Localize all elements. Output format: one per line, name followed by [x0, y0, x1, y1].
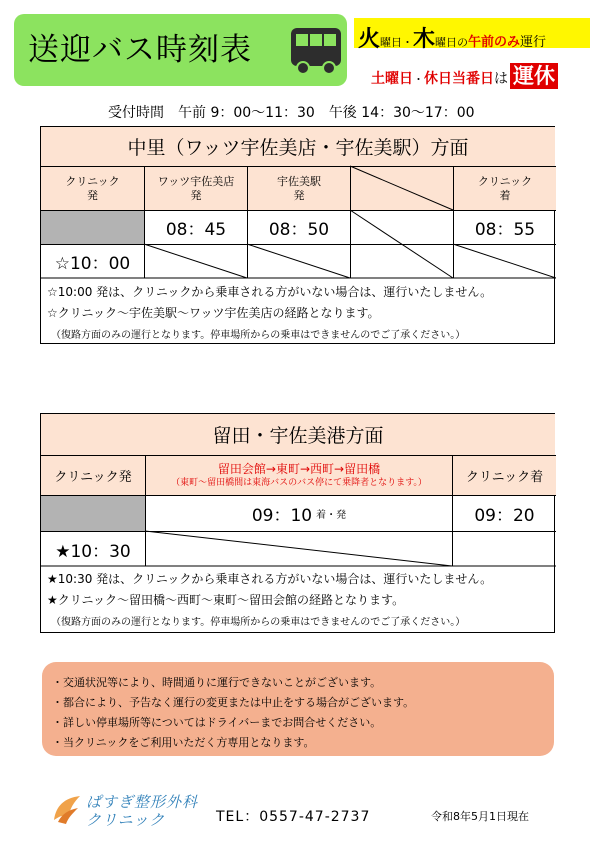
- info-line: ・都合により、予告なく運行の変更または中止をする場合がございます。: [52, 696, 415, 709]
- route2-row1-arrive: 09：20: [452, 495, 556, 531]
- header-line: 宇佐美駅: [277, 174, 321, 188]
- route2-col-clinic-depart: クリニック発: [40, 455, 145, 495]
- day-suffix: 曜日・: [380, 36, 414, 49]
- route2-note: ★10:30 発は、クリニックから乗車される方がいない場合は、運行いたしません。: [47, 572, 493, 586]
- info-line: ・詳しい停車場所等についてはドライバーまでお問合せください。: [52, 716, 382, 729]
- phone-number: TEL：0557-47-2737: [216, 809, 371, 825]
- header-line: ワッツ宇佐美店: [157, 174, 235, 188]
- holiday-label: 休日当番日: [424, 71, 494, 87]
- route-stops-note: （東町～留田橋間は東海バスのバス停にて乗降者となります。）: [171, 477, 427, 488]
- thursday-char: 木: [413, 27, 436, 52]
- bus-icon: [289, 26, 343, 76]
- closed-notice: [371, 60, 558, 90]
- run-label: 運行: [520, 35, 547, 50]
- route1-note: （復路方面のみの運行となります。停車場所からの乗車はできませんのでご了承ください。）: [51, 330, 466, 341]
- route2-col-clinic-arrive: クリニック着: [452, 455, 556, 495]
- route2-note: （復路方面のみの運行となります。停車場所からの乗車はできませんのでご了承ください。）: [51, 617, 466, 628]
- logo-line: ぱすぎ整形外科: [86, 793, 199, 811]
- effective-date: 令和8年5月1日現在: [431, 810, 529, 823]
- tuesday-char: 火: [358, 27, 381, 52]
- route1-row2-depart: ☆10：00: [40, 244, 144, 278]
- particle: は: [494, 71, 508, 87]
- route1-table: [40, 126, 555, 344]
- day-suffix: 曜日の: [435, 36, 469, 49]
- header-line: 発: [87, 188, 98, 202]
- route1-title: 中里（ワッツ宇佐美店・宇佐美駅）方面: [40, 126, 555, 166]
- morning-only: 午前のみ: [468, 35, 521, 50]
- clinic-logo-icon: [50, 792, 84, 826]
- route-stops: 留田会館→東町→西町→留田橋: [217, 461, 381, 476]
- route1-note: ☆クリニック～宇佐美駅～ワッツ宇佐美店の経路となります。: [47, 306, 380, 320]
- closed-badge: 運休: [510, 63, 558, 89]
- header-line: 着: [499, 188, 511, 202]
- info-line: ・当クリニックをご利用いただく方専用となります。: [52, 736, 315, 749]
- reception-hours: 受付時間 午前 9：00～11：30 午後 14：30～17：00: [108, 105, 475, 121]
- route1-note: ☆10:00 発は、クリニックから乗車される方がいない場合は、運行いたしません。: [47, 285, 493, 299]
- route1-row1-watts: 08：45: [144, 210, 247, 244]
- route1-row1-station: 08：50: [247, 210, 350, 244]
- header-line: 発: [190, 188, 202, 202]
- route2-table: [40, 413, 555, 633]
- clinic-logo-text: [86, 793, 198, 829]
- header-line: 発: [293, 188, 305, 202]
- logo-line: クリニック: [86, 811, 166, 829]
- separator-dot: ・: [413, 73, 424, 86]
- page-title: 送迎バス時刻表: [28, 32, 252, 68]
- route1-row1-arrive: 08：55: [453, 210, 556, 244]
- info-line: ・交通状況等により、時間通りに運行できないことがございます。: [52, 676, 382, 689]
- operation-notice: [358, 22, 546, 53]
- route2-row2-depart: ★10：30: [40, 531, 145, 566]
- route2-time-suffix: 着・発: [316, 510, 347, 521]
- route2-title: 留田・宇佐美港方面: [40, 413, 555, 455]
- route2-time: 09：10: [251, 506, 313, 526]
- saturday-label: 土曜日: [371, 71, 413, 87]
- header-line: クリニック: [477, 174, 533, 188]
- route2-note: ★クリニック～留田橋～西町～東町～留田会館の経路となります。: [47, 593, 405, 607]
- header-line: クリニック: [65, 174, 120, 188]
